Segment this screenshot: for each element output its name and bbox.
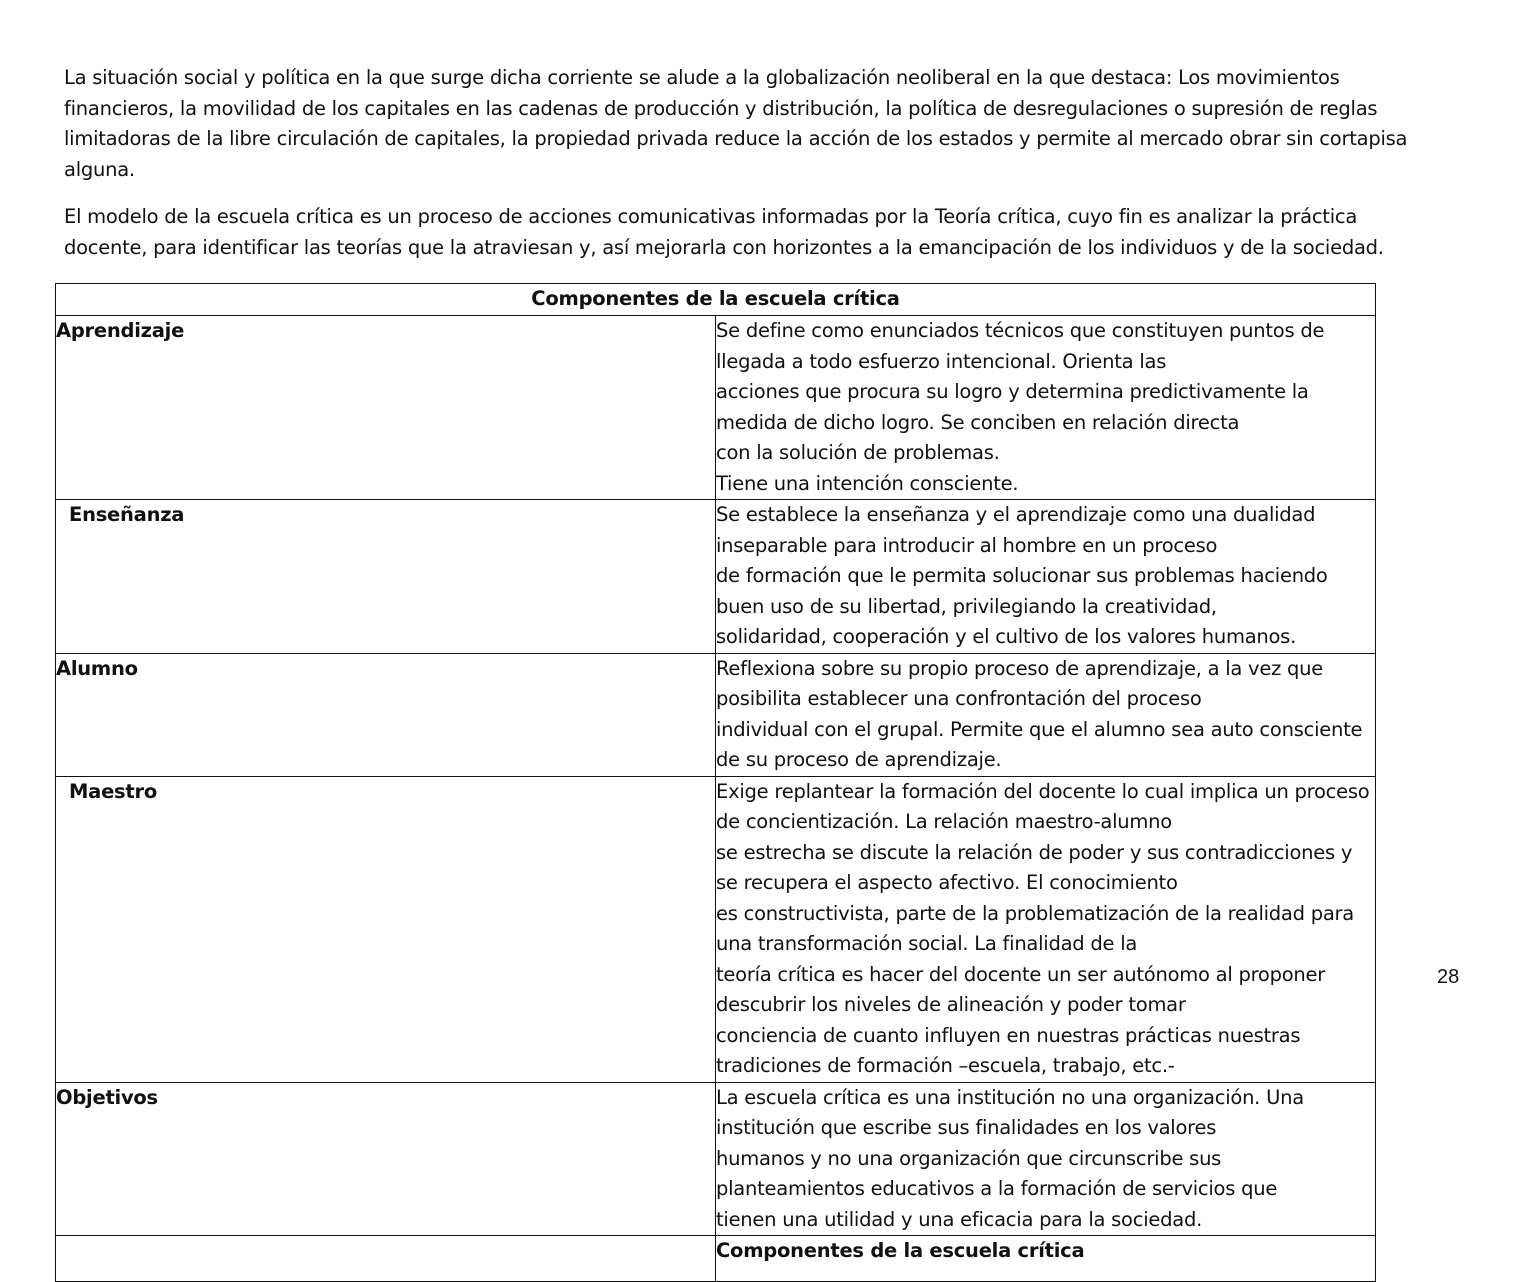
- row-label-objetivos: Objetivos: [56, 1082, 716, 1236]
- intro-paragraph: La situación social y política en la que surge dicha corriente se alude a la globalización neoliberal en la que destaca: Los movimientos financieros, la movilidad de los capitales en las cadenas de producción y distribución, la política de desregulaciones o supresión de reglas limitadoras de la libre circulación de capitales, la propiedad privada reduce la acción de los estados y permite al mercado obrar sin cortapisa alguna.: [64, 66, 1408, 181]
- row-label-empty: [56, 1236, 716, 1282]
- table-row: [56, 1236, 1376, 1282]
- row-text-maestro: Exige replantear la formación del docente lo cual implica un proceso de concientización. La relación maestro-alumno se estrecha se discute la relación de poder y sus contradicciones y se recupera el aspecto afectivo. El conocimiento es constructivista, parte de la problematización de la realidad para una transformación social. La finalidad de la teoría crítica es hacer del docente un ser autónomo al proponer descubrir los niveles de alineación y poder tomar conciencia de cuanto influyen en nuestras prácticas nuestras tradiciones de formación –escuela, trabajo, etc.-: [716, 776, 1376, 1082]
- row-label-ensenanza: Enseñanza: [56, 500, 716, 654]
- page-number: 28: [1437, 966, 1460, 988]
- table-title-row: [56, 284, 1376, 316]
- row-label-aprendizaje: Aprendizaje: [56, 316, 716, 500]
- row-text-aprendizaje: Se define como enunciados técnicos que constituyen puntos de llegada a todo esfuerzo intencional. Orienta las acciones que procura su logro y determina predictivamente la medida de dicho logro. Se conciben en relación directa con la solución de problemas. Tiene una intención consciente.: [716, 316, 1376, 500]
- table-row: [56, 776, 1376, 1082]
- row-label-maestro: Maestro: [56, 776, 716, 1082]
- row-text-ensenanza: Se establece la enseñanza y el aprendizaje como una dualidad inseparable para introducir al hombre en un proceso de formación que le permita solucionar sus problemas haciendo buen uso de su libertad, privilegiando la creatividad, solidaridad, cooperación y el cultivo de los valores humanos.: [716, 500, 1376, 654]
- table-row: [56, 1082, 1376, 1236]
- model-paragraph: El modelo de la escuela crítica es un proceso de acciones comunicativas informadas por la Teoría crítica, cuyo fin es analizar la práctica docente, para identificar las teorías que la atraviesan y, así mejorarla con horizontes a la emancipación de los individuos y de la sociedad.: [64, 205, 1384, 259]
- table-title: Componentes de la escuela crítica: [56, 284, 1376, 316]
- table-row: [56, 316, 1376, 500]
- components-table: [55, 283, 1376, 1282]
- row-label-alumno: Alumno: [56, 653, 716, 776]
- row-text-objetivos: La escuela crítica es una institución no una organización. Una institución que escribe sus finalidades en los valores humanos y no una organización que circunscribe sus planteamientos educativos a la formación de servicios que tienen una utilidad y una eficacia para la sociedad.: [716, 1082, 1376, 1236]
- repeated-table-title: Componentes de la escuela crítica: [716, 1236, 1376, 1282]
- row-text-alumno: Reflexiona sobre su propio proceso de aprendizaje, a la vez que posibilita establecer una confrontación del proceso individual con el grupal. Permite que el alumno sea auto consciente de su proceso de aprendizaje.: [716, 653, 1376, 776]
- table-row: [56, 653, 1376, 776]
- table-row: [56, 500, 1376, 654]
